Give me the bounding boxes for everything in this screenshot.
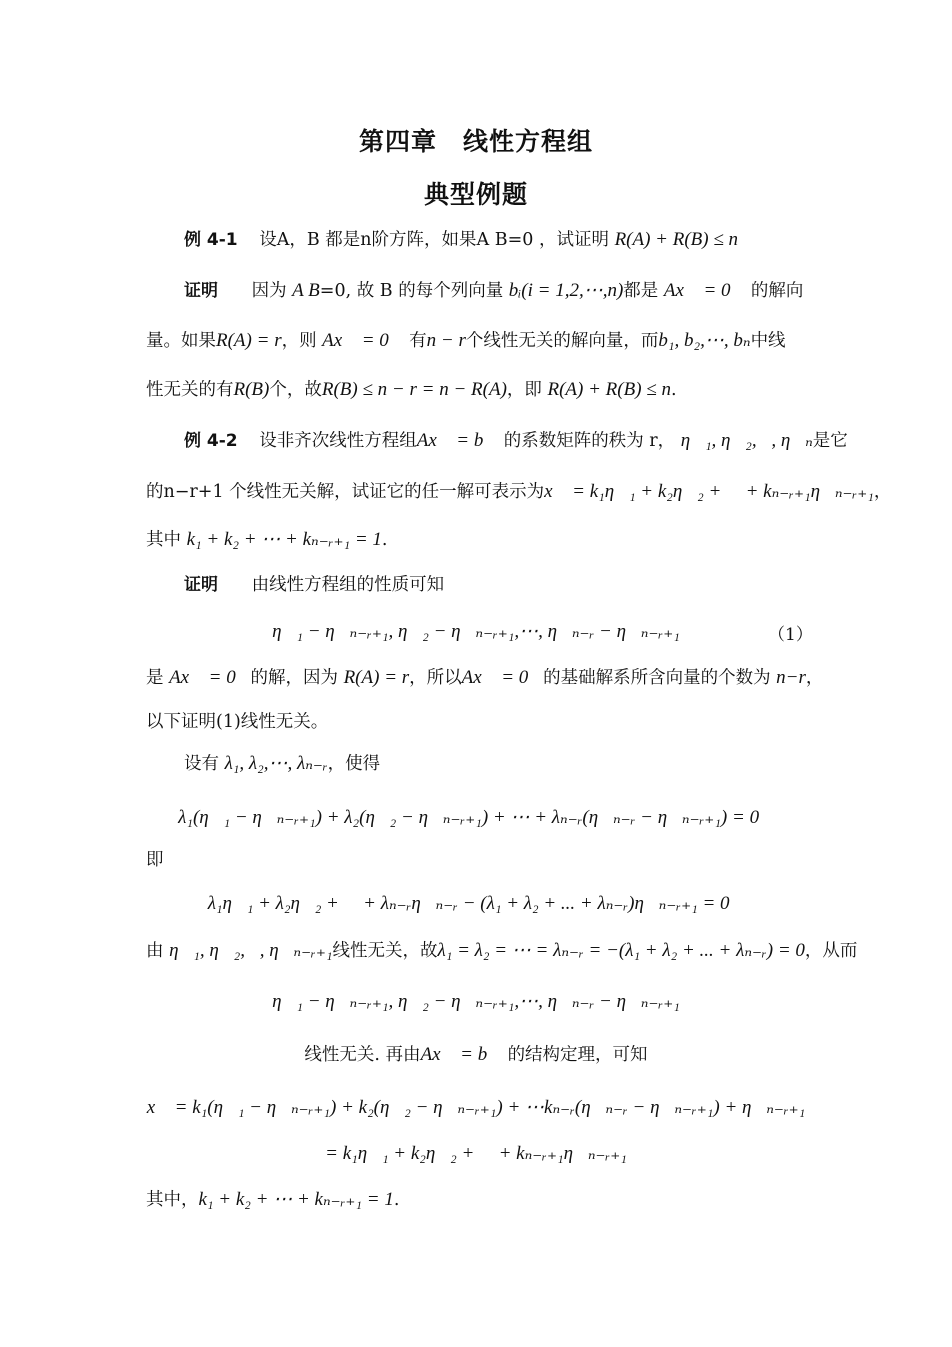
text: 其中 [146, 530, 181, 550]
equation-3 [0, 892, 952, 916]
proof-label: 证明 [184, 281, 218, 301]
text: 中线 [750, 331, 786, 351]
text: 的解，因为 [250, 668, 338, 688]
formula: n − r [426, 330, 466, 351]
formula: λ₁(η⃗₁ − η⃗ₙ₋ᵣ₊₁) + λ₂(η⃗₂ − η⃗ₙ₋ᵣ₊₁) + ⋯ + λₙ₋ᵣ(η⃗ₙ₋ᵣ − η⃗ₙ₋ᵣ₊₁) = 0⃗ [178, 807, 774, 828]
formula: η⃗₁ − η⃗ₙ₋ᵣ₊₁, η⃗₂ − η⃗ₙ₋ᵣ₊₁,⋯, η⃗ₙ₋ᵣ − η⃗ₙ₋ᵣ₊₁ [272, 991, 680, 1012]
text: 量。如果 [146, 331, 216, 351]
text: 的系数矩阵的秩为 r， [503, 431, 676, 451]
text: 的结构定理，可知 [507, 1045, 648, 1065]
formula: λ₁η⃗₁ + λ₂η⃗₂ + ⋯ + λₙ₋ᵣη⃗ₙ₋ᵣ − (λ₁ + λ₂ + ... + λₙ₋ᵣ)η⃗ₙ₋ᵣ₊₁ = 0⃗ [207, 893, 745, 914]
formula: k₁ + k₂ + ⋯ + kₙ₋ᵣ₊₁ = 1 [186, 529, 382, 550]
text: 是它 [812, 431, 848, 451]
proof1-line1 [184, 279, 803, 303]
formula: R(A) + R(B) ≤ n [547, 379, 671, 400]
text: ，从而 [804, 941, 858, 961]
text: 的解向 [750, 281, 804, 301]
text: ，使得 [327, 754, 381, 774]
formula: x⃗ = k₁η⃗₁ + k₂η⃗₂ + ⋯ + kₙ₋ᵣ₊₁η⃗ₙ₋ᵣ₊₁ [544, 481, 874, 502]
text: 由 [146, 941, 164, 961]
text: 的基础解系所含向量的个数为 [543, 668, 771, 688]
text: . [381, 530, 388, 550]
example-4-2-line3 [146, 528, 388, 552]
text: 因为 [251, 281, 287, 301]
proof2-intro [184, 573, 444, 597]
text: 线性无关. 再由 [304, 1045, 421, 1065]
formula: R(B) ≤ n − r = n − R(A) [321, 379, 507, 400]
text: 都是 [623, 281, 659, 301]
example-4-2-line2 [146, 480, 891, 504]
text: 由线性方程组的性质可知 [251, 575, 445, 595]
text: ， [873, 482, 892, 502]
text: 有 [409, 331, 427, 351]
equation-5 [0, 1096, 952, 1120]
text: . [670, 380, 677, 400]
final-line [146, 1188, 399, 1212]
formula: Ax⃗ = 0⃗ [322, 330, 404, 351]
formula: bᵢ(i = 1,2,⋯,n) [508, 280, 624, 301]
formula: = k₁η⃗₁ + k₂η⃗₂ + ⋯ + kₙ₋ᵣ₊₁η⃗ₙ₋ᵣ₊₁ [325, 1143, 627, 1164]
suppose-line [184, 752, 380, 776]
text: ，则 [281, 331, 317, 351]
text: 的n−r+1 个线性无关解，试证它的任一解可表示为 [146, 482, 545, 502]
text: 其中， [146, 1190, 199, 1210]
example-4-2 [184, 429, 848, 453]
example-statement: 设A，B 都是n阶方阵，如果A B=0 ，试证明 [259, 230, 609, 250]
formula: b₁, b₂,⋯, bₙ [658, 330, 751, 351]
text: 设有 [184, 754, 219, 774]
example-4-1 [184, 228, 738, 252]
text: ，所以 [409, 668, 462, 688]
proof2-line2: 以下证明(1)线性无关。 [146, 712, 329, 732]
formula: Ax⃗ = b⃗ [416, 430, 499, 451]
example-label: 例 4-2 [184, 431, 238, 451]
formula: λ₁ = λ₂ = ⋯ = λₙ₋ᵣ = −(λ₁ + λ₂ + ... + λₙ₋ᵣ) = 0 [437, 940, 805, 961]
text: 个线性无关的解向量，而 [465, 331, 659, 351]
formula: x⃗ = k₁(η⃗₁ − η⃗ₙ₋ᵣ₊₁) + k₂(η⃗₂ − η⃗ₙ₋ᵣ₊₁) + ⋯kₙ₋ᵣ(η⃗ₙ₋ᵣ − η⃗ₙ₋ᵣ₊₁) + η⃗ₙ₋ᵣ₊₁ [146, 1097, 806, 1118]
section-title: 典型例题 [423, 180, 528, 209]
proof2-line [146, 666, 823, 690]
formula: Ax⃗ = 0⃗ [169, 667, 251, 688]
text: ， [805, 668, 824, 688]
text: =0, 故 B 的每个列向量 [319, 281, 504, 301]
formula: Ax⃗ = 0⃗ [461, 667, 544, 688]
chapter-title: 第四章 线性方程组 [358, 127, 593, 156]
example-label: 例 4-1 [184, 230, 238, 250]
text: 性无关的有 [146, 380, 234, 400]
formula: R(A) = r [216, 330, 282, 351]
proof1-line3 [146, 378, 677, 402]
equation-4 [0, 990, 952, 1014]
text: . [393, 1190, 400, 1210]
formula: Ax⃗ = 0⃗ [663, 280, 746, 301]
equation-number: （1） [768, 625, 813, 645]
ji-line: 即 [146, 850, 164, 870]
equation-2 [0, 806, 952, 830]
formula: η⃗₁, η⃗₂,⋯, η⃗ₙ₋ᵣ₊₁ [169, 940, 333, 961]
formula: A B [292, 280, 320, 301]
equation-6 [0, 1142, 952, 1166]
proof-label: 证明 [184, 575, 218, 595]
text: 是 [146, 668, 164, 688]
independence-line [146, 939, 857, 963]
example-formula: R(A) + R(B) ≤ n [614, 229, 739, 250]
formula: η⃗₁ − η⃗ₙ₋ᵣ₊₁, η⃗₂ − η⃗ₙ₋ᵣ₊₁,⋯, η⃗ₙ₋ᵣ − η⃗ₙ₋ᵣ₊₁ [272, 621, 680, 642]
text: 线性无关，故 [332, 941, 438, 961]
structure-line [0, 1043, 952, 1067]
formula: λ₁, λ₂,⋯, λₙ₋ᵣ [224, 753, 328, 774]
proof1-line2 [146, 329, 786, 353]
text: 个，故 [269, 380, 322, 400]
formula: k₁ + k₂ + ⋯ + kₙ₋ᵣ₊₁ = 1 [198, 1189, 394, 1210]
text: 设非齐次线性方程组 [259, 431, 417, 451]
formula: Ax⃗ = b⃗ [420, 1044, 502, 1065]
formula: η⃗₁, η⃗₂,⋯, η⃗ₙ [680, 430, 813, 451]
text: ，即 [506, 380, 542, 400]
formula: n−r [776, 667, 806, 688]
formula: R(A) = r [343, 667, 410, 688]
formula: R(B) [233, 379, 270, 400]
